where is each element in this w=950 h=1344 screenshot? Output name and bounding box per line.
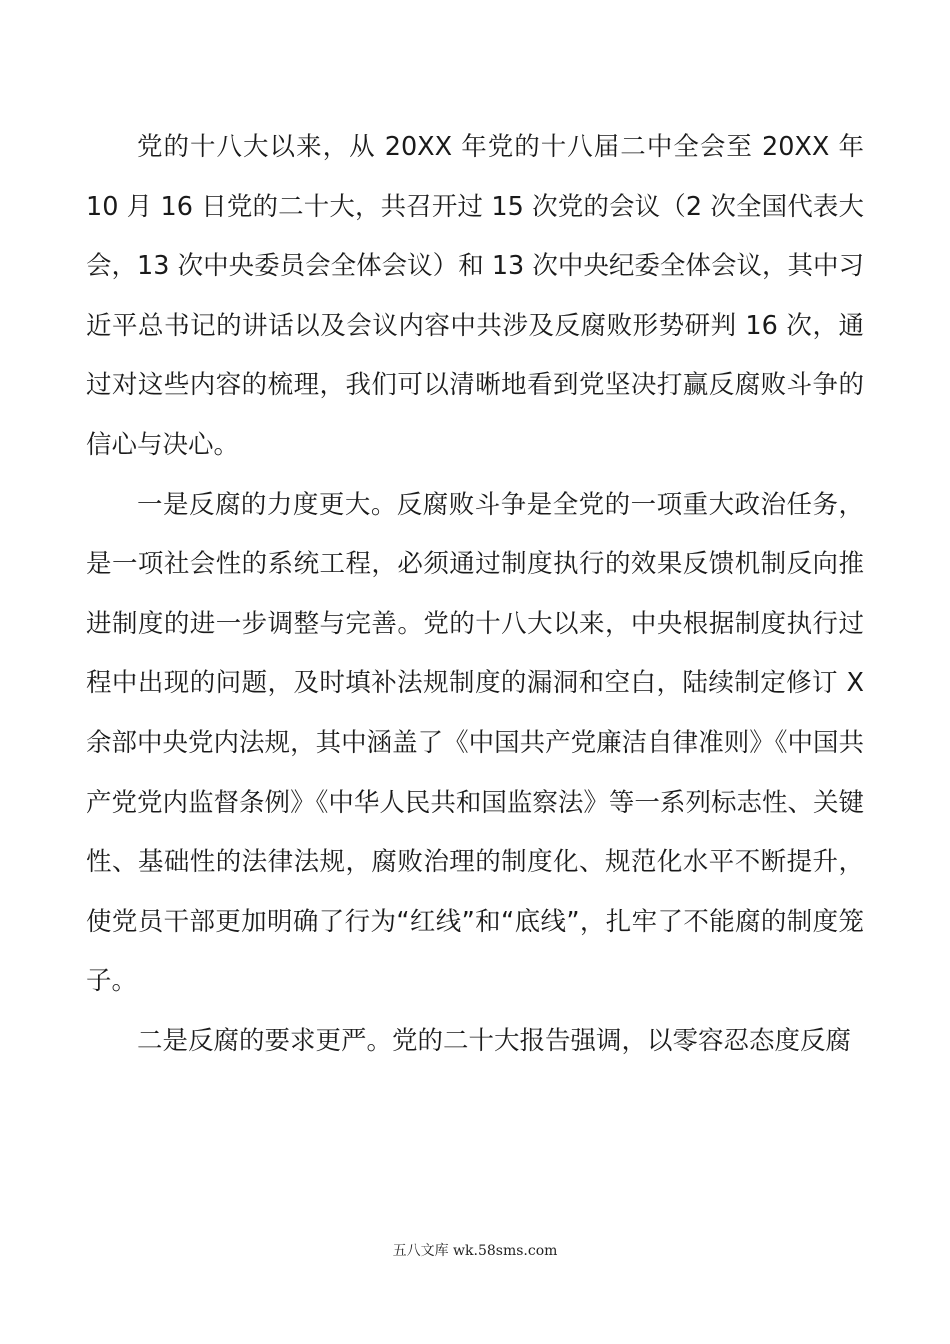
document-body: [86, 118, 864, 1072]
paragraph-point-one: 一是反腐的力度更大。反腐败斗争是全党的一项重大政治任务，是一项社会性的系统工程，必须通过制度执行的效果反馈机制反向推进制度的进一步调整与完善。党的十八大以来，中央根据制度执行过程中出现的问题，及时填补法规制度的漏洞和空白，陆续制定修订 X 余部中央党内法规，其中涵盖了《中国共产党廉洁自律准则》《中国共产党党内监督条例》《中华人民共和国监察法》等一系列标志性、关键性、基础性的法律法规，腐败治理的制度化、规范化水平不断提升，使党员干部更加明确了行为“红线”和“底线”，扎牢了不能腐的制度笼子。: [86, 489, 864, 997]
page-footer-watermark: 五八文库 wk.58sms.com: [392, 1243, 558, 1259]
paragraph-intro: 党的十八大以来，从 20XX 年党的十八届二中全会至 20XX 年 10 月 16 日党的二十大，共召开过 15 次党的会议（2 次全国代表大会，13 次中央委员会全体会议）和 13 次中央纪委全体会议，其中习近平总书记的讲话以及会议内容中共涉及反腐败形势研判 16 次，通过对这些内容的梳理，我们可以清晰地看到党坚决打赢反腐败斗争的信心与决心。: [86, 132, 864, 460]
paragraph-point-two: 二是反腐的要求更严。党的二十大报告强调，以零容忍态度反腐: [137, 1025, 852, 1056]
